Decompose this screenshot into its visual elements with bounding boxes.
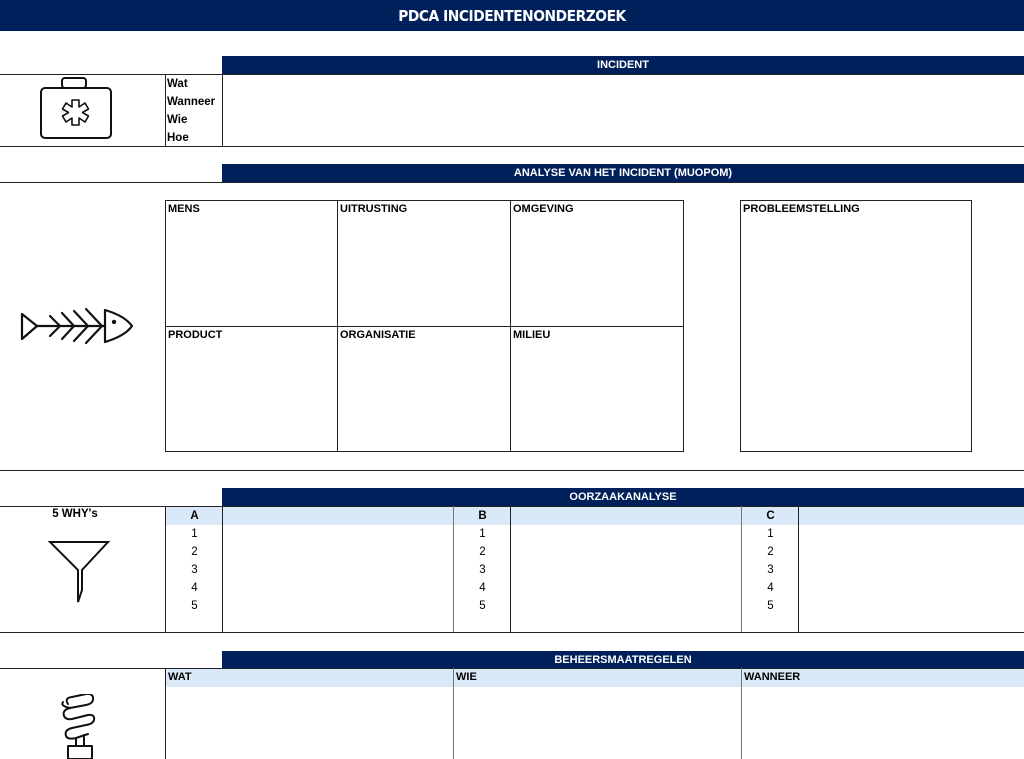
category-uitrusting[interactable]: UITRUSTING [340, 203, 408, 215]
why-answers-b[interactable] [511, 525, 741, 632]
category-milieu[interactable]: MILIEU [513, 329, 551, 341]
first-aid-kit-icon [38, 76, 114, 140]
why-row-num: 1 [191, 528, 198, 540]
why-row-num: 4 [191, 582, 198, 594]
divider [0, 182, 1024, 183]
incident-input-area[interactable] [223, 75, 1024, 146]
why-answers-c[interactable] [799, 525, 1024, 632]
why-column-c [742, 507, 799, 615]
incident-fields [167, 75, 223, 147]
why-column-a [166, 507, 223, 615]
page-title: PDCA INCIDENTENONDERZOEK [41, 0, 983, 31]
why-row-num: 1 [767, 528, 774, 540]
field-label-wat: Wat [167, 78, 188, 90]
why-row-num: 4 [767, 582, 774, 594]
why-row-num: 1 [479, 528, 486, 540]
category-mens[interactable]: MENS [168, 203, 200, 215]
why-row-num: 3 [191, 564, 198, 576]
why-header-row [166, 507, 1024, 525]
divider [0, 632, 1024, 633]
field-label-wanneer: Wanneer [167, 96, 216, 108]
why-row-num: 4 [479, 582, 486, 594]
measure-column-wie[interactable]: WIE [456, 671, 477, 683]
why-row-num: 5 [191, 600, 198, 612]
divider [165, 74, 166, 146]
probleemstelling-box[interactable]: PROBLEEMSTELLING [740, 200, 972, 452]
why-col-label-c: C [766, 510, 775, 522]
why-col-label-a: A [190, 510, 199, 522]
category-omgeving[interactable]: OMGEVING [513, 203, 574, 215]
why-row-num: 3 [767, 564, 774, 576]
beheers-header: BEHEERSMAATREGELEN [222, 651, 1024, 669]
field-label-wie: Wie [167, 114, 188, 126]
why-col-label-b: B [478, 510, 487, 522]
oorzaak-header: OORZAAKANALYSE [222, 488, 1024, 506]
why-row-num: 5 [479, 600, 486, 612]
incident-header: INCIDENT [222, 56, 1024, 74]
why-row-num: 2 [479, 546, 486, 558]
analyse-header: ANALYSE VAN HET INCIDENT (MUOPOM) [222, 164, 1024, 182]
fishbone-icon [20, 306, 134, 346]
measure-column-wat[interactable]: WAT [168, 671, 192, 683]
measure-column-wanneer[interactable]: WANNEER [744, 671, 801, 683]
category-product[interactable]: PRODUCT [168, 329, 223, 341]
why-answers-a[interactable] [223, 525, 453, 632]
funnel-icon [48, 540, 112, 606]
five-whys-label: 5 WHY's [52, 508, 98, 520]
lightbulb-icon [60, 694, 100, 759]
field-label-hoe: Hoe [167, 132, 189, 144]
divider [0, 470, 1024, 471]
why-row-num: 3 [479, 564, 486, 576]
why-row-num: 2 [767, 546, 774, 558]
why-column-b [454, 507, 511, 615]
divider [0, 146, 1024, 147]
why-row-num: 5 [767, 600, 774, 612]
why-row-num: 2 [191, 546, 198, 558]
category-organisatie[interactable]: ORGANISATIE [340, 329, 416, 341]
